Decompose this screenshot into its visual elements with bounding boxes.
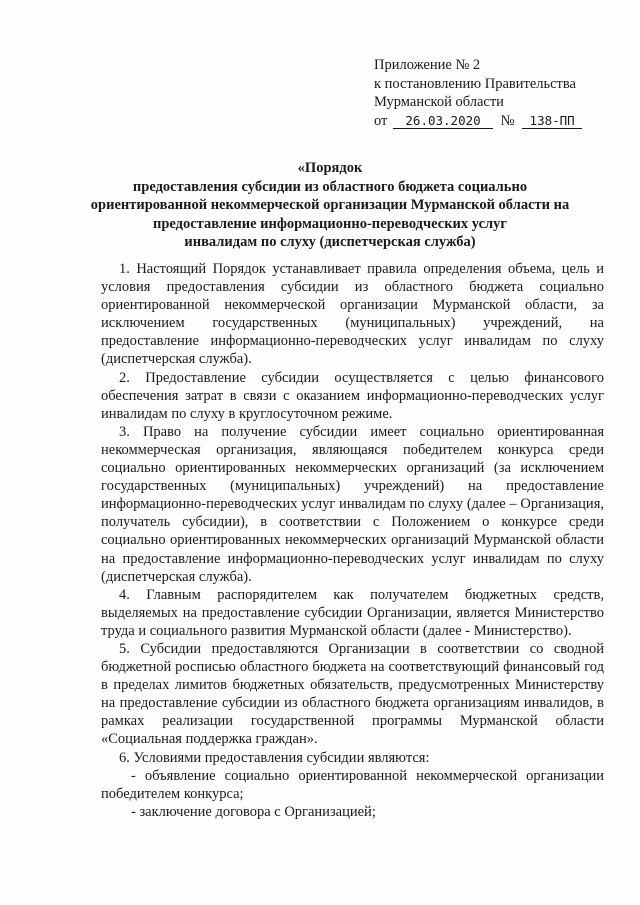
from-label: от [374,112,388,129]
document-body [101,260,604,821]
title-line: инвалидам по слуху (диспетчерская служба) [184,234,476,250]
appendix-resolution: к постановлению Правительства [374,75,576,92]
appendix-region: Мурманской области [374,94,504,110]
paragraph-2: 2. Предоставление субсидии осуществляется с целью финансового обеспечения затрат в связи с оказанием информационно-переводческих услуг инвалидам по слуху в круглосуточном режиме. [101,369,604,422]
condition-item: - заключение договора с Организацией; [131,803,376,820]
title-line: «Порядок [297,160,363,176]
resolution-date: 26.03.2020 [393,114,493,129]
paragraph-4: 4. Главным распорядителем как получателем бюджетных средств, выделяемых на предоставление субсидии Организации, является Министерство труда и социального развития Мурманской области (далее - Министерство). [101,586,604,639]
document-title [60,159,600,252]
title-line: предоставления субсидии из областного бюджета социально [132,178,528,195]
paragraph-5: 5. Субсидии предоставляются Организации в соответствии со сводной бюджетной росписью областного бюджета на соответствующий финансовый год в пределах лимитов бюджетных обязательств, предусмотренных Министерству на предоставление субсидии из областного бюджета организациям инвалидов, в рамках реализации государственной программы Мурманской области «Социальная поддержка граждан». [101,640,604,748]
resolution-number: 138-ПП [522,114,582,129]
paragraph-1: 1. Настоящий Порядок устанавливает правила определения объема, цель и условия предоставления субсидии из областного бюджета социально ориентированной некоммерческой организации Мурманской области, за исключением государственных (муниципальных) учреждений, на предоставление информационно-переводческих услуг инвалидам по слуху (диспетчерская служба). [101,261,604,368]
title-line: предоставление информационно-переводческих услуг [152,215,508,232]
paragraph-6: 6. Условиями предоставления субсидии являются: [119,749,430,766]
number-label: № [500,112,515,129]
appendix-number: Приложение № 2 [374,57,481,73]
title-line: ориентированной некоммерческой организации Мурманской области на [90,197,570,213]
paragraph-3: 3. Право на получение субсидии имеет социально ориентированная некоммерческая организация, являющаяся победителем конкурса среди социально ориентированных некоммерческих организаций (за исключением государственных (муниципальных) учреждений) на предоставление информационно-переводческих услуг инвалидам по слуху (далее – Организация, получатель субсидии), в соответствии с Положением о конкурсе среди социально ориентированных некоммерческих организаций Мурманской области на предоставление информационно-переводческих услуг инвалидам по слуху (диспетчерская служба). [101,423,604,585]
appendix-date-line [374,112,624,131]
appendix-header [374,56,624,130]
condition-item: - объявление социально ориентированной некоммерческой организации победителем конкурса; [101,767,604,802]
